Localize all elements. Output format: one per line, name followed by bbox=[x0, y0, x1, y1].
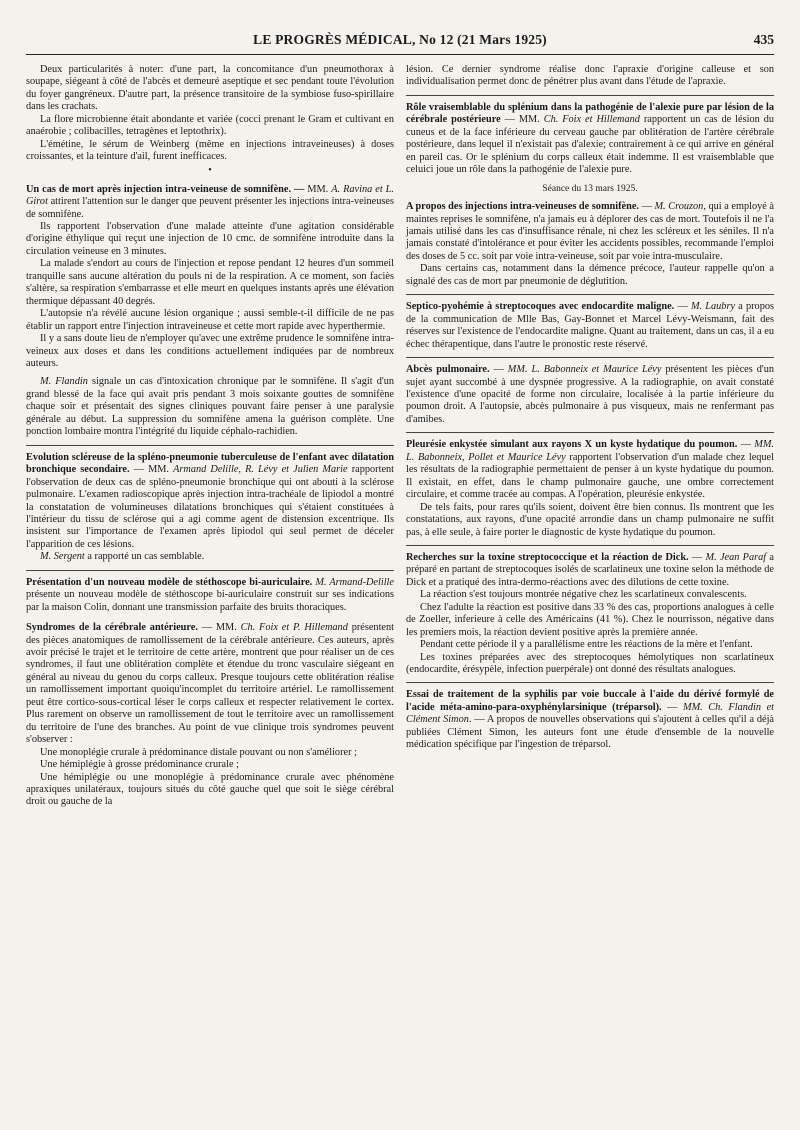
paragraph: Rôle vraisemblable du splénium dans la pathogénie de l'alexie pure par lésion de la cérébrale postérieure — MM. Ch. Foix et Hillemand rapportent un cas de lésion du cuneus et de la face inférieure du cerveau gauche par oblitération de l'artère cérébrale postérieure, dans lequel il n'existait pas d'alexie; contrairement à ce qui arrive en général en pareil cas. Or le splénium du corps calleux était indemme. Il est vraisemblable que celuici joue un rôle dans la pathogénie de l'alexie pure. bbox=[406, 101, 774, 176]
paragraph: Chez l'adulte la réaction est positive dans 33 % des cas, proportions analogues à celle de Zoeller, inferieure à celle des Américains (41 %). Chez le nourrisson, négative dans les premiers mois, la réaction devient positive après la première année. bbox=[406, 601, 774, 638]
paragraph: Présentation d'un nouveau modèle de stéthoscope bi-auriculaire. M. Armand-Delille présente un nouveau modèle de stéthoscope bi-auriculaire construit sur ses indications par la maison Colin, donnant une transmission parfaite des bruits thoraciques. bbox=[26, 576, 394, 613]
section-septico-pyohemie bbox=[406, 301, 774, 351]
section-splenium bbox=[406, 102, 774, 177]
list-item: Une hémiplégie à grosse prédominance crurale ; bbox=[40, 759, 239, 771]
section-title: Abcès pulmonaire. bbox=[406, 364, 490, 376]
page-number: 435 bbox=[753, 32, 774, 47]
paragraph: L'émétine, le sérum de Weinberg (même en injections intraveineuses) à doses croissantes, et la teinture d'ail, furent inefficaces. bbox=[26, 138, 394, 163]
authors: Armand Delille, R. Lévy et Julien Marie bbox=[173, 464, 348, 476]
paragraph: M. Flandin signale un cas d'intoxication chronique par le somnifène. Il s'agit d'un grand blessé de la face qui avait pris pendant 3 mois soixante gouttes de somnifène chaque soir et présentait des signes cliniques pouvant faire penser à une paralysie générale au début. La suppression du somnifène amena la guérison complète. Une ponction lombaire montra l'intégrité du liquide céphalo-rachidien. bbox=[26, 376, 394, 438]
authors: M. Laubry bbox=[690, 301, 736, 313]
paragraph: La flore microbienne était abondante et variée (cocci prenant le Gram et cultivant en anaérobie ; colibacilles, tetragènes et leptothrix). bbox=[26, 113, 394, 138]
paragraph: Les toxines préparées avec des streptocoques hémolytiques non scarlatineux (endocardite, érésypèle, infection puerpérale) ont donné des résultats analogues. bbox=[406, 651, 774, 676]
section-title: Rôle vraisemblable du splénium dans la pathogénie de l'alexie pure par lésion de la cérébrale postérieure bbox=[406, 101, 774, 126]
authors: M. Sergent bbox=[40, 551, 85, 563]
paragraph: Evolution scléreuse de la spléno-pneumonie tuberculeuse de l'enfant avec dilatation bronchique secondaire. — MM. Armand Delille, R. Lévy et Julien Marie rapportent l'observation de deux cas de spléno-pneumonie bronchique qui ont abouti à la sclérose pulmonaire. L'examen radioscopique après injection intra-trachéale de lipiodol a montré la constatation de volumineuses dilatations bronchiques qui s'étaient constituées à l'intérieur du tissu de sclérose qui a agi comme agent de distension excentrique. Ils insistent sur l'importance de l'examen après lipiodol qui seul permet de déceler l'apparition de ces lésions. bbox=[26, 451, 395, 550]
authors: MM. L. Babonneix, Pollet et Maurice Lévy bbox=[406, 439, 774, 463]
journal-title: LE PROGRÈS MÉDICAL, No 12 (21 Mars 1925) bbox=[253, 32, 547, 47]
paragraph: Septico-pyohémie à streptocoques avec endocardite maligne. — M. Laubry a propos de la communication de Mlle Bas, Gay-Bonnet et Marcel Lévy-Weismann, fait des réserves sur l'existence de l'endocardite maligne. Quant au traitement, dans un cas, il a eu échec thérapentique, dans l'autre le pronostic reste réservé. bbox=[406, 301, 774, 350]
section-somnifene-mort bbox=[26, 184, 394, 439]
paragraph: De tels faits, pour rares qu'ils soient, doivent être bien connus. Ils montrent que les constatations, aux rayons, d'une opacité arrondie dans un champ pulmonaire ne suffit pas, à elle seule, à faire porter le diagnostic de kyste hydatique du poumon. bbox=[406, 501, 774, 538]
section-divider bbox=[406, 294, 774, 295]
authors: M. Jean Paraf bbox=[705, 551, 767, 563]
section-divider bbox=[406, 432, 774, 433]
section-stethoscope bbox=[26, 577, 394, 614]
session-date: Séance du 13 mars 1925. bbox=[542, 183, 638, 194]
section-pleuresie-enkystee bbox=[406, 439, 774, 539]
authors: M. Flandin bbox=[40, 376, 88, 388]
separator-dot: • bbox=[208, 164, 212, 176]
authors: MM. L. Babonneix et Maurice Lévy bbox=[507, 364, 662, 376]
section-divider bbox=[406, 545, 774, 546]
authors: MM. Ch. Flandin et Clément Simon bbox=[406, 701, 774, 726]
authors: M. Armand-Delille bbox=[315, 576, 394, 588]
paragraph: Pleurésie enkystée simulant aux rayons X un kyste hydatique du poumon. — MM. L. Babonneix, Pollet et Maurice Lévy rapportent l'observation d'un malade chez lequel les résultats de la radiographie permettaient de penser à un kyste hydatique du poumon. Il existait, en effet, dans le champ pulmonaire gauche, une ombre correctement circulaire, et comme tracée au compas. A l'opération, pleurésie enkystée. bbox=[406, 439, 774, 501]
running-head bbox=[26, 32, 774, 55]
section-crouzon-somnifene bbox=[406, 201, 774, 288]
section-title: Evolution scléreuse de la spléno-pneumonie tuberculeuse de l'enfant avec dilatation bronchique secondaire. bbox=[26, 451, 394, 476]
section-divider bbox=[406, 682, 774, 683]
section-treparsol bbox=[406, 689, 774, 751]
paragraph: M. Sergent a rapporté un cas semblable. bbox=[40, 551, 205, 563]
section-spleno-pneumonie bbox=[26, 452, 394, 564]
paragraph: Syndromes de la cérébrale antérieure. — MM. Ch. Foix et P. Hillemand présentent des pièces anatomiques de ramollissement de la cérébrale antérieure. Ces auteurs, après avoir précisé le trajet et le territoire de cette artère, montrent que pour réaliser un de ces syndromes, il faut une oblitération complète et étendue du tronc vasculaire siégeant en général au niveau du genou du corps calleux. Presque toujours cette oblitération réalise un ramollissement important quoiqu'incomplet du territoire artériel. Le ramollissement peut être cortico-sous-cortical léser le corps calleux et respecter relativement le cortex. Plus rarement on observe un ramollissement de tout le territoire avec un ramollissement du territoire de l'une des branches. Au point de vue clinique trois syndromes peuvent s'observer : bbox=[26, 622, 395, 746]
paragraph: Dans certains cas, notamment dans la démence précoce, l'auteur rappelle qu'on a signalé des cas de mort par pneumonie de déglutition. bbox=[406, 263, 774, 287]
list-item: Une monoplégie crurale à prédominance distale pouvant ou non s'améliorer ; bbox=[40, 746, 357, 758]
paragraph: Pendant cette période il y a parallélisme entre les réactions de la mère et l'enfant. bbox=[420, 639, 753, 651]
paragraph: La malade s'endort au cours de l'injection et repose pendant 12 heures d'un sommeil tranquille sans aucune altération du pouls ni de la respiration. A ce moment, son faciès s'altère, sa respiration s'embarrasse et elle meurt en quelques instants après une élévation thermique dépassant 40 degrés. bbox=[26, 258, 394, 307]
section-abces-pulmonaire bbox=[406, 364, 774, 426]
paragraph: Essai de traitement de la syphilis par voie buccale à l'aide du dérivé formylé de l'acide méta-amino-para-oxyphénylarsinique (tréparsol). — MM. Ch. Flandin et Clément Simon. — A propos de nouvelles observations qui s'ajoutent à celles qu'il a déjà publiées Clément Simon, les auteurs font une étude d'ensemble de la nouvelle médication spécifique par l'ingestion de tréparsol. bbox=[406, 689, 775, 751]
paragraph: Il y a sans doute lieu de n'employer qu'avec une extrême prudence le somnifène intra-veineux aux doses et dans les conditions actuellement indiquées par de nombreux auteurs. bbox=[26, 333, 394, 369]
section-title: Recherches sur la toxine streptococcique et la réaction de Dick. bbox=[406, 551, 689, 563]
paragraph: lésion. Ce dernier syndrome réalise donc l'apraxie d'origine calleuse et son individualisation permet donc de pénétrer plus avant dans l'étude de l'apraxie. bbox=[406, 64, 774, 88]
section-title: Essai de traitement de la syphilis par voie buccale à l'aide du dérivé formylé de l'acide méta-amino-para-oxyphénylarsinique (tréparsol). bbox=[406, 689, 774, 713]
paragraph: A propos des injections intra-veineuses de somnifène. — M. Crouzon, qui a employé à maintes reprises le somnifène, n'a jamais eu à déplorer des cas de mort. Toutefois il ne l'a jamais utilisé dans les cas d'insuffisance rénale, ni chez les scléreux et les séniles. Il n'a jamais constaté d'intolérance et pour éviter les accidents possibles, recommande l'emploi des doses de 5 cc. soit par voie intra-veineuse, soit par voie intra-musculaire. bbox=[406, 201, 774, 262]
section-cerebrale-anterieure bbox=[26, 622, 394, 809]
list-item: Une hémiplégie ou une monoplégie à prédominance crurale avec phénomène apraxiques unilatéraux, toujours situés du côté gauche quel que soit le siège cérébral droit ou gauche de la bbox=[26, 771, 394, 808]
section-title: A propos des injections intra-veineuses de somnifène. bbox=[406, 201, 639, 213]
paragraph: Abcès pulmonaire. — MM. L. Babonneix et Maurice Lévy présentent les pièces d'un sujet ayant succombé à une dyspnée progressive. A la radiographie, on avait constaté l'existence d'une opacité de forme non circulaire, localisée à la partie inférieure du poumon droit. A l'autopsie, abcès pulmonaire à pus visqueux, mais ne renfermant pas d'amibes. bbox=[406, 364, 774, 425]
section-divider bbox=[26, 570, 394, 571]
section-title: Présentation d'un nouveau modèle de stéthoscope bi-auriculaire. bbox=[26, 576, 313, 588]
authors: M. Crouzon bbox=[654, 201, 704, 213]
text-columns bbox=[26, 64, 774, 809]
authors: Ch. Foix et Hillemand bbox=[543, 114, 640, 126]
section-toxine-streptococcique bbox=[406, 552, 774, 677]
paragraph: Recherches sur la toxine streptococcique et la réaction de Dick. — M. Jean Paraf a préparé en partant de streptocoques isolés de scarlatineux une toxine selon la méthode de Dick et a pratiqué des intra-dermo-réactions avec des dilutions de cette toxine. bbox=[406, 551, 774, 588]
paragraph: Ils rapportent l'observation d'une malade atteinte d'une agitation considérable d'origine éthylique qui reçut une injection de 10 cmc. de somnifène introduite dans la circulation veineuse en 3 minutes. bbox=[26, 220, 394, 257]
section-divider bbox=[26, 445, 394, 446]
section-divider bbox=[406, 357, 774, 358]
section-title: Syndromes de la cérébrale antérieure. bbox=[26, 622, 198, 634]
paragraph: Deux particularités à noter: d'une part, la concomitance d'un pneumothorax à soupape, siégeant à côté de l'abcès et demeuré aseptique et sec pendant toute l'évolution du foyer gangréneux. D'autre part, la présence transitoire de la symbiose fuso-spirillaire dans les crachats. bbox=[26, 64, 394, 113]
authors: A. Ravina et L. Girot bbox=[26, 183, 394, 208]
section-divider bbox=[406, 95, 774, 96]
section-title: Un cas de mort après injection intra-veineuse de somnifène. — bbox=[26, 183, 305, 195]
section-title: Septico-pyohémie à streptocoques avec endocardite maligne. bbox=[406, 301, 675, 313]
paragraph: L'autopsie n'a révélé aucune lésion organique ; aussi semble-t-il difficile de ne pas établir un rapport entre l'injection intraveineuse et cette mort rapide avec hyperthermie. bbox=[26, 308, 394, 332]
left-column bbox=[26, 64, 394, 809]
section-title: Pleurésie enkystée simulant aux rayons X un kyste hydatique du poumon. bbox=[406, 439, 738, 451]
paragraph: Un cas de mort après injection intra-veineuse de somnifène. — MM. A. Ravina et L. Girot attirent l'attention sur le danger que peuvent présenter les injections intra-veineuses de somnifène. bbox=[26, 183, 394, 220]
authors: Ch. Foix et P. Hillemand bbox=[240, 622, 348, 634]
paragraph: La réaction s'est toujours montrée négative chez les scarlatineux convalescents. bbox=[420, 589, 747, 601]
right-column bbox=[406, 64, 774, 809]
